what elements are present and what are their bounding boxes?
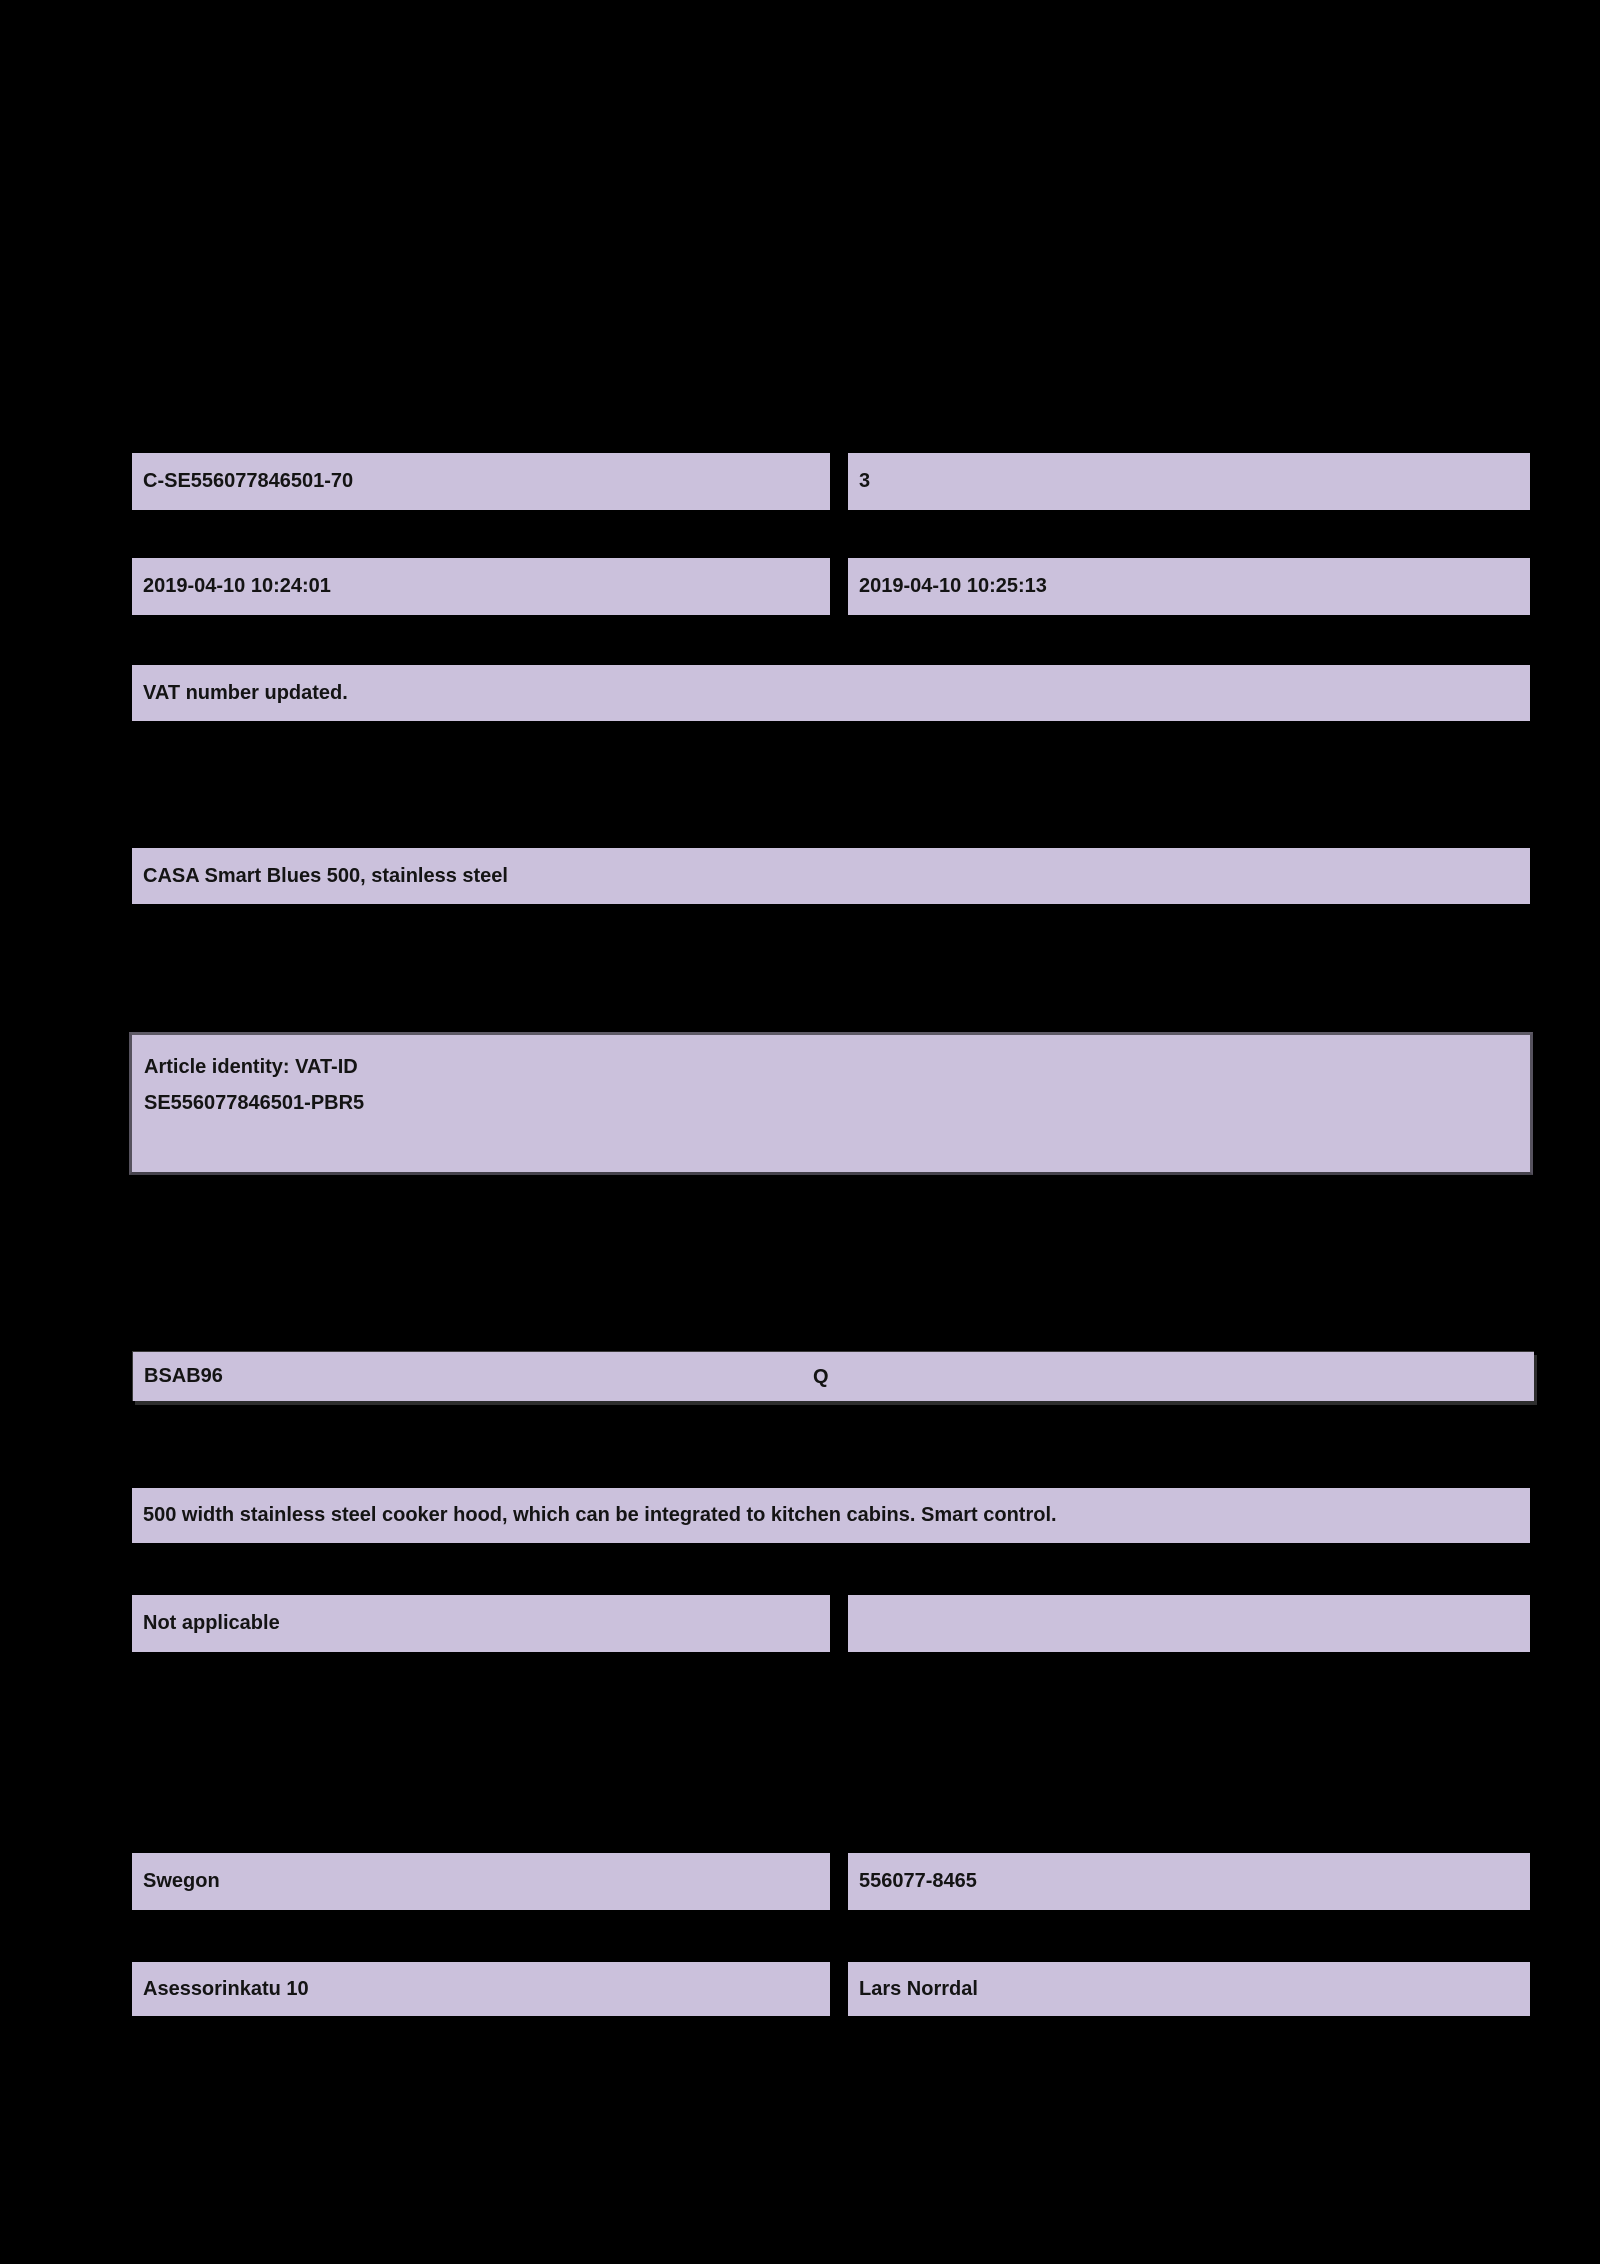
article-identity-line1: Article identity: VAT-ID (144, 1056, 358, 1078)
address-field[interactable]: Asessorinkatu 10 (132, 1962, 830, 2016)
other-info-field[interactable]: Not applicable (132, 1595, 830, 1652)
article-identity-line2: SE556077846501-PBR5 (144, 1092, 365, 1114)
created-date-field[interactable]: 2019-04-10 10:24:01 (132, 558, 830, 615)
org-number-field[interactable]: 556077-8465 (848, 1853, 1530, 1910)
other-info-right-field[interactable] (848, 1595, 1530, 1652)
document-id-field[interactable]: C-SE556077846501-70 (132, 453, 830, 510)
product-description-field[interactable]: 500 width stainless steel cooker hood, which can be integrated to kitchen cabins. Smart control. (132, 1488, 1530, 1543)
company-name-field[interactable]: Swegon (132, 1853, 830, 1910)
article-identity-textarea[interactable] (129, 1032, 1533, 1175)
change-comment-field[interactable]: VAT number updated. (132, 665, 1530, 721)
classification-code-value: Q (813, 1365, 829, 1388)
product-name-field[interactable]: CASA Smart Blues 500, stainless steel (132, 848, 1530, 904)
version-field[interactable]: 3 (848, 453, 1530, 510)
modified-date-field[interactable]: 2019-04-10 10:25:13 (848, 558, 1530, 615)
classification-system-value: BSAB96 (144, 1365, 223, 1387)
classification-select[interactable] (132, 1351, 1534, 1401)
contact-person-field[interactable]: Lars Norrdal (848, 1962, 1530, 2016)
